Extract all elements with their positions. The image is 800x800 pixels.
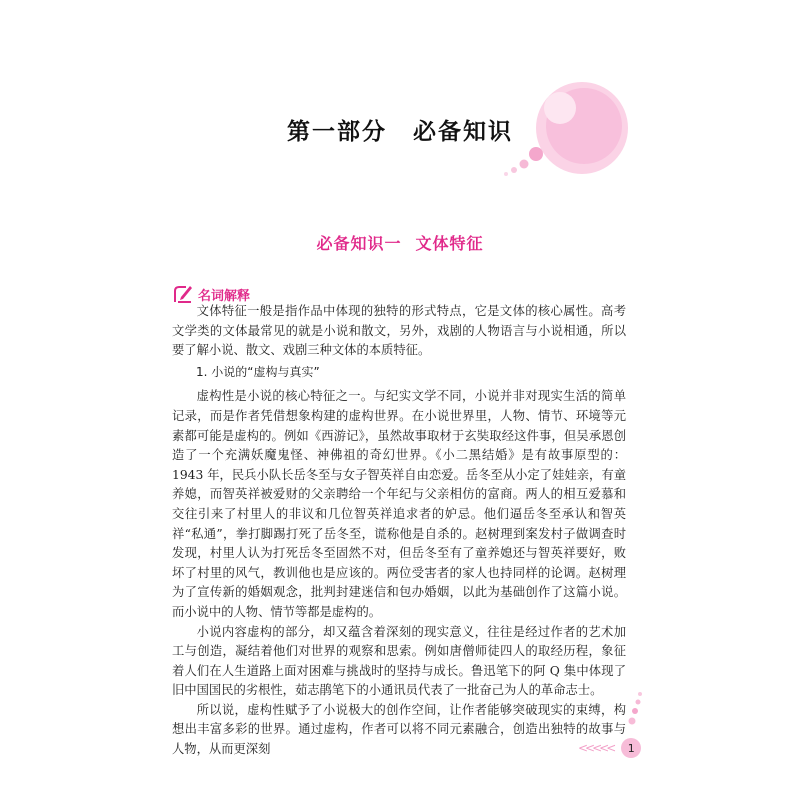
part-title-number: 第一部分 [287,119,387,145]
part-title [0,113,800,146]
page-footer [578,738,641,758]
body-paragraph: 虚构性是小说的核心特征之一。与纪实文学不同，小说并非对现实生活的简单记录，而是作者凭借想象构建的虚构世界。在小说世界里，人物、情节、环境等元素都可能是虚构的。例如《西游记》，虽然故事取材于玄奘取经这件事，但吴承恩创造了一个充满妖魔鬼怪、神佛祖的奇幻世界。《小二黑结婚》是有故事原型的：1943 年，民兵小队长岳冬至与女子智英祥自由恋爱。岳冬至从小定了娃娃亲，有童养媳，而智英祥被爱财的父亲聘给一个年纪与父亲相仿的富商。两人的相互爱慕和交往引来了村里人的非议和几位智英祥追求者的妒忌。他们逼岳冬至承认和智英祥“私通”，拳打脚踢打死了岳冬至，谎称他是自杀的。赵树理到案发村子做调查时发现，村里人认为打死岳冬至固然不对，但岳冬至有了童养媳还与智英祥要好，败坏了村里的风气，教训他也是应该的。两位受害者的家人也持同样的论调。赵树理为了宣传新的婚姻观念，批判封建迷信和包办婚姻，以此为基础创作了这篇小说。而小说中的人物、情节等都是虚构的。 [172,389,626,619]
chevrons-decoration: <<<<< [578,741,614,755]
subsection-heading: 1. 小说的“虚构与真实” [196,364,320,379]
body-paragraph: 小说内容虚构的部分，却又蕴含着深刻的现实意义，往往是经过作者的艺术加工与创造，凝结着他们对世界的观察和思索。例如唐僧师徒四人的取经历程，象征着人们在人生道路上面对困难与挑战时的坚持与成长。鲁迅笔下的阿 Q 集中体现了旧中国国民的劣根性，茹志鹃笔下的小通讯员代表了一批奋己为人的革命志士。 [172,624,626,698]
body-text [172,302,626,760]
decorative-circles-graphic [0,0,800,220]
decorative-dots-graphic [612,690,652,740]
section-title-name: 文体特征 [415,234,484,253]
part-title-name: 必备知识 [413,119,513,145]
body-paragraph: 所以说，虚构性赋予了小说极大的创作空间，让作者能够突破现实的束缚，构想出丰富多彩的世界。通过虚构，作者可以将不同元素融合，创造出独特的故事与人物，从而更深刻 [172,702,626,757]
term-explanation-label: 名词解释 [198,288,251,304]
page-number: 1 [621,738,641,758]
intro-paragraph: 文体特征一般是指作品中体现的独特的形式特点，它是文体的核心属性。高考文学类的文体最常见的就是小说和散文，另外，戏剧的人物语言与小说相通，所以要了解小说、散文、戏剧三种文体的本质特征。 [172,304,626,358]
section-title-number: 必备知识一 [316,234,402,253]
section-title [0,231,800,254]
